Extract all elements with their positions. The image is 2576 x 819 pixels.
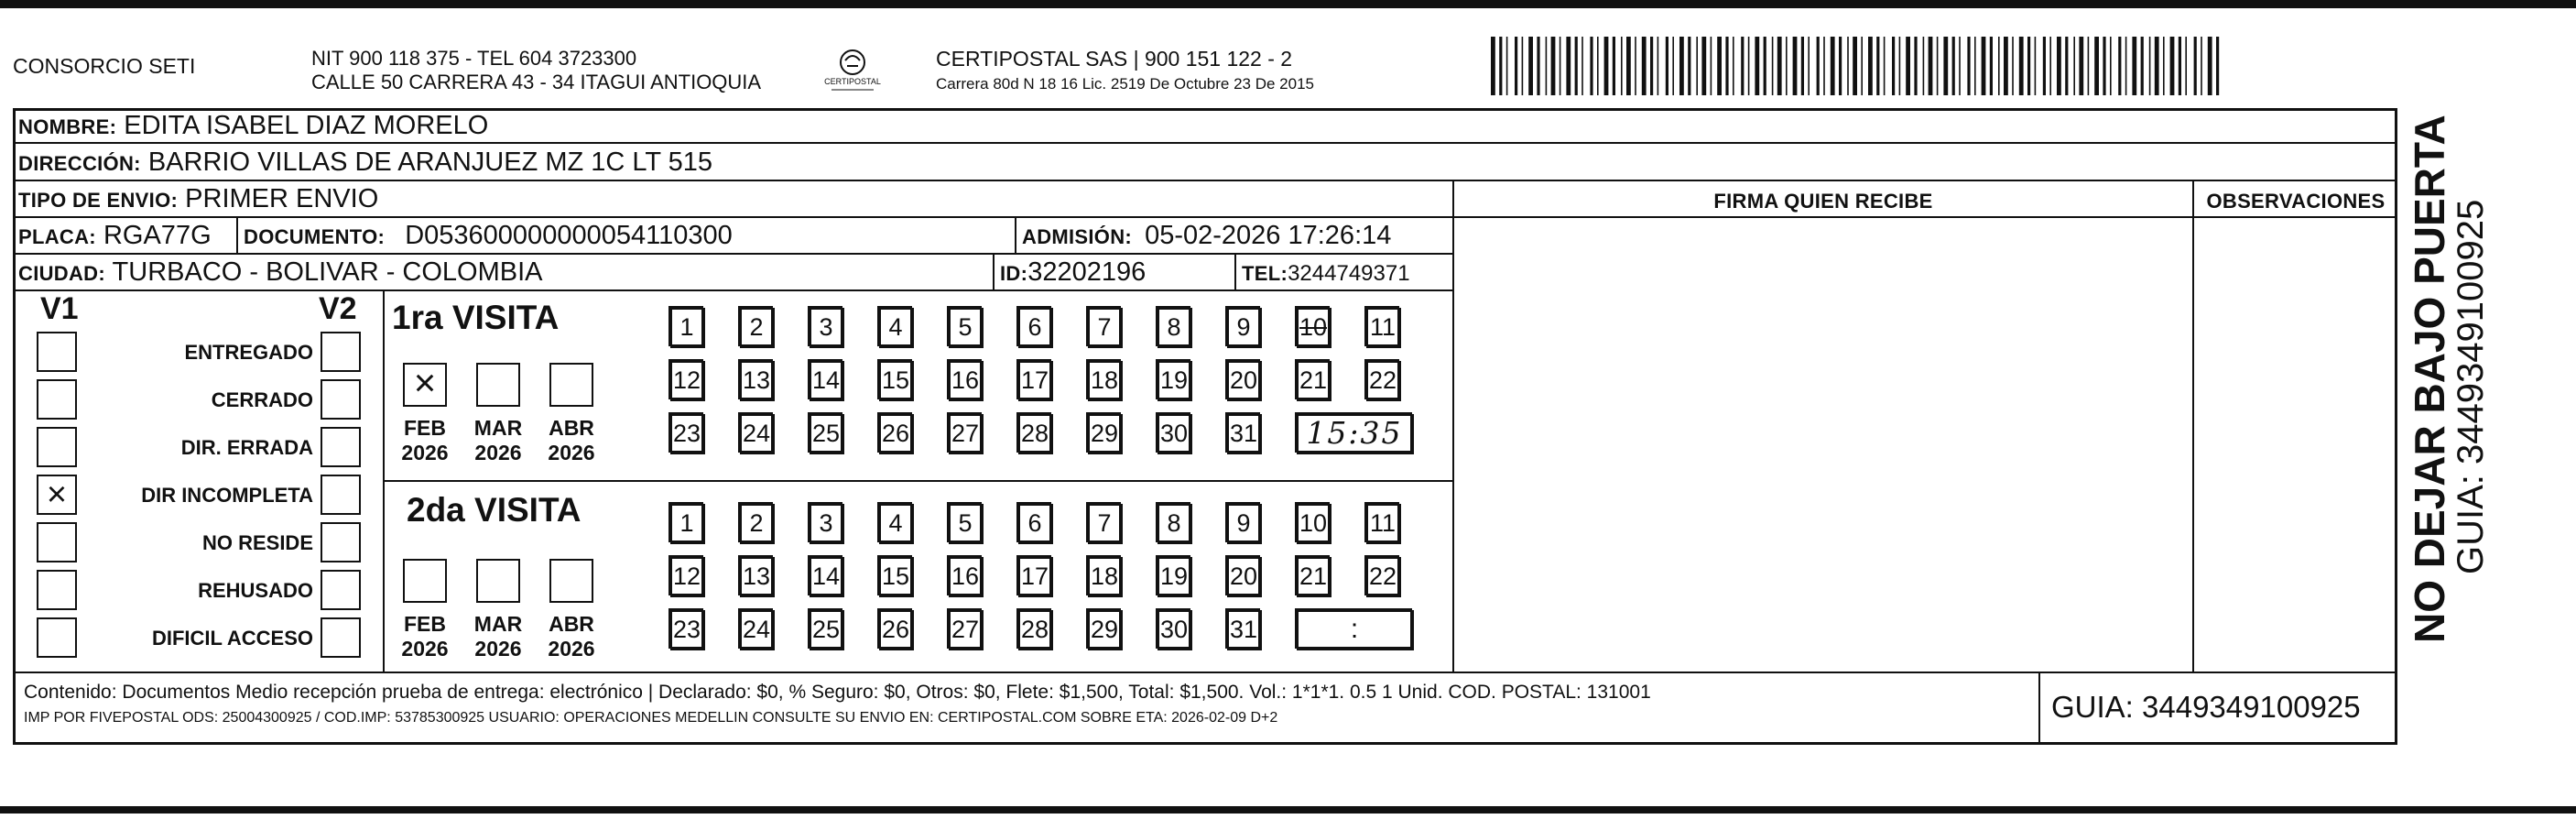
carrier-name: CERTIPOSTAL SAS | 900 151 122 - 2 [936, 47, 1293, 71]
v2-checkbox-6[interactable] [321, 570, 361, 610]
second-day-15[interactable]: 15 [877, 555, 912, 595]
status-reason-label: ENTREGADO [184, 341, 313, 364]
placa-label: PLACA: [18, 225, 96, 248]
first-day-24[interactable]: 24 [738, 412, 773, 453]
first-day-8[interactable]: 8 [1156, 306, 1190, 346]
v2-label: V2 [319, 291, 357, 326]
nit-tel: NIT 900 118 375 - TEL 604 3723300 [311, 47, 637, 70]
first-day-16[interactable]: 16 [947, 359, 982, 399]
month-label: MAR 2026 [473, 416, 523, 464]
row-divider [13, 180, 2397, 181]
second-day-18[interactable]: 18 [1086, 555, 1121, 595]
cell-divider [993, 253, 995, 289]
first-day-12[interactable]: 12 [668, 359, 703, 399]
status-reason-label: DIR INCOMPLETA [141, 484, 313, 507]
second-day-9[interactable]: 9 [1225, 502, 1260, 542]
month-label: MAR 2026 [473, 612, 523, 661]
second-day-20[interactable]: 20 [1225, 555, 1260, 595]
v2-checkbox-5[interactable] [321, 522, 361, 562]
certipostal-logo [815, 44, 890, 104]
status-reason-label: DIR. ERRADA [180, 436, 313, 459]
second-day-25[interactable]: 25 [808, 608, 842, 649]
company-address: CALLE 50 CARRERA 43 - 34 ITAGUI ANTIOQUIA [311, 71, 762, 93]
top-border [0, 0, 2576, 8]
first-day-18[interactable]: 18 [1086, 359, 1121, 399]
first-day-19[interactable]: 19 [1156, 359, 1190, 399]
second-day-14[interactable]: 14 [808, 555, 842, 595]
second-day-17[interactable]: 17 [1016, 555, 1051, 595]
seal-text: CERTIPOSTAL [824, 77, 881, 86]
second-day-7[interactable]: 7 [1086, 502, 1121, 542]
first-day-27[interactable]: 27 [947, 412, 982, 453]
first-day-1[interactable]: 1 [668, 306, 703, 346]
v1-check-mark: × [46, 475, 68, 514]
month-label: FEB 2026 [401, 612, 449, 661]
v1-checkbox-3[interactable] [37, 427, 77, 467]
second-month-box-abr[interactable] [549, 559, 593, 603]
ciudad-value: TURBACO - BOLIVAR - COLOMBIA [112, 257, 543, 287]
first-day-17[interactable]: 17 [1016, 359, 1051, 399]
second-month-box-mar[interactable] [476, 559, 520, 603]
bottom-border [0, 806, 2576, 814]
second-day-28[interactable]: 28 [1016, 608, 1051, 649]
second-day-31[interactable]: 31 [1225, 608, 1260, 649]
imp-line: IMP POR FIVEPOSTAL ODS: 25004300925 / COD.IMP: 53785300925 USUARIO: OPERACIONES MEDELLIN CONSULTE SU ENVIO EN: CERTIPOSTAL.COM SOBRE ETA: 2026-02-09 D+2 [24, 710, 1278, 726]
first-visit-title: 1ra VISITA [392, 299, 560, 336]
second-day-21[interactable]: 21 [1295, 555, 1330, 595]
footer-guia-divider [2038, 672, 2040, 745]
month-label: ABR 2026 [548, 416, 595, 464]
second-day-30[interactable]: 30 [1156, 608, 1190, 649]
observaciones-header: OBSERVACIONES [2206, 190, 2386, 213]
v1-checkbox-2[interactable] [37, 379, 77, 420]
status-reason-label: REHUSADO [198, 579, 313, 602]
second-day-13[interactable]: 13 [738, 555, 773, 595]
first-day-4[interactable]: 4 [877, 306, 912, 346]
carrier-license: Carrera 80d N 18 16 Lic. 2519 De Octubre 23 De 2015 [936, 75, 1314, 93]
tel-label: TEL: [1242, 262, 1288, 285]
first-day-30[interactable]: 30 [1156, 412, 1190, 453]
first-day-2[interactable]: 2 [738, 306, 773, 346]
cell-divider [236, 216, 238, 253]
second-day-29[interactable]: 29 [1086, 608, 1121, 649]
first-day-3[interactable]: 3 [808, 306, 842, 346]
documento-label: DOCUMENTO: [244, 225, 386, 248]
second-day-16[interactable]: 16 [947, 555, 982, 595]
v2-checkbox-1[interactable] [321, 332, 361, 372]
second-day-12[interactable]: 12 [668, 555, 703, 595]
id-label: ID: [1000, 262, 1028, 285]
first-day-26[interactable]: 26 [877, 412, 912, 453]
second-visit-time[interactable]: : [1295, 608, 1412, 649]
firma-header: FIRMA QUIEN RECIBE [1713, 190, 1933, 213]
placa-value: RGA77G [103, 221, 212, 250]
first-month-box-mar[interactable] [476, 363, 520, 407]
no-dejar-warning: NO DEJAR BAJO PUERTA [2406, 115, 2453, 643]
first-day-5[interactable]: 5 [947, 306, 982, 346]
first-day-25[interactable]: 25 [808, 412, 842, 453]
first-day-7[interactable]: 7 [1086, 306, 1121, 346]
first-day-6[interactable]: 6 [1016, 306, 1051, 346]
id-value: 32202196 [1027, 257, 1147, 287]
side-guia: GUIA: 3449349100925 [2451, 199, 2491, 574]
first-day-23[interactable]: 23 [668, 412, 703, 453]
shipment-type: PRIMER ENVIO [185, 184, 379, 213]
first-day-9[interactable]: 9 [1225, 306, 1260, 346]
company-name: CONSORCIO SETI [13, 54, 196, 78]
nombre-label: NOMBRE: [18, 115, 117, 138]
second-day-22[interactable]: 22 [1364, 555, 1399, 595]
recipient-address: BARRIO VILLAS DE ARANJUEZ MZ 1C LT 515 [147, 147, 713, 177]
recipient-name: EDITA ISABEL DIAZ MORELO [124, 111, 489, 140]
month-label: ABR 2026 [548, 612, 595, 661]
v1-label: V1 [40, 291, 79, 326]
v1-checkbox-7[interactable] [37, 617, 77, 658]
first-visit-time[interactable]: 15:35 [1295, 412, 1412, 453]
second-day-4[interactable]: 4 [877, 502, 912, 542]
first-day-10[interactable]: 10 [1295, 306, 1330, 346]
contenido-line: Contenido: Documentos Medio recepción prueba de entrega: electrónico | Declarado: $0, % Seguro: $0, Otros: $0, Flete: $1,500, Total: $1,500. Vol.: 1*1*1. 0.5 1 Unid. COD. POSTAL: 131001 [24, 682, 1651, 703]
status-reason-label: DIFICIL ACCESO [151, 627, 313, 650]
second-month-box-feb[interactable] [403, 559, 447, 603]
admision-label: ADMISIÓN: [1022, 225, 1133, 248]
second-visit-title: 2da VISITA [407, 491, 582, 529]
second-day-19[interactable]: 19 [1156, 555, 1190, 595]
first-day-29[interactable]: 29 [1086, 412, 1121, 453]
visits-row-divider [383, 480, 1452, 482]
second-day-3[interactable]: 3 [808, 502, 842, 542]
month-label: FEB 2026 [401, 416, 449, 464]
cell-divider [1015, 216, 1016, 253]
ciudad-label: CIUDAD: [18, 262, 105, 285]
second-day-11[interactable]: 11 [1364, 502, 1399, 542]
col-divider [1452, 180, 1454, 672]
v1-checkbox-6[interactable] [37, 570, 77, 610]
second-day-10[interactable]: 10 [1295, 502, 1330, 542]
v2-checkbox-2[interactable] [321, 379, 361, 420]
first-day-15[interactable]: 15 [877, 359, 912, 399]
second-day-26[interactable]: 26 [877, 608, 912, 649]
second-day-5[interactable]: 5 [947, 502, 982, 542]
first-day-11[interactable]: 11 [1364, 306, 1399, 346]
first-day-31[interactable]: 31 [1225, 412, 1260, 453]
tipo-label: TIPO DE ENVIO: [18, 189, 179, 212]
first-day-13[interactable]: 13 [738, 359, 773, 399]
second-day-1[interactable]: 1 [668, 502, 703, 542]
first-day-20[interactable]: 20 [1225, 359, 1260, 399]
tel-value: 3244749371 [1288, 261, 1410, 286]
v2-checkbox-4[interactable] [321, 475, 361, 515]
first-month-box-abr[interactable] [549, 363, 593, 407]
first-day-21[interactable]: 21 [1295, 359, 1330, 399]
admision-value: 05-02-2026 17:26:14 [1145, 221, 1392, 250]
barcode [1491, 37, 2222, 95]
documento-value: D053600000000054110300 [405, 221, 733, 250]
col-divider [2192, 180, 2194, 672]
first-day-14[interactable]: 14 [808, 359, 842, 399]
v1-checkbox-5[interactable] [37, 522, 77, 562]
status-reason-label: CERRADO [211, 388, 313, 411]
direccion-label: DIRECCIÓN: [18, 152, 141, 175]
row-divider [13, 253, 1452, 255]
footer-guia: GUIA: 3449349100925 [2051, 690, 2361, 724]
first-day-22[interactable]: 22 [1364, 359, 1399, 399]
v2-checkbox-3[interactable] [321, 427, 361, 467]
status-reason-label: NO RESIDE [201, 531, 313, 554]
second-day-6[interactable]: 6 [1016, 502, 1051, 542]
second-day-24[interactable]: 24 [738, 608, 773, 649]
second-day-8[interactable]: 8 [1156, 502, 1190, 542]
second-day-2[interactable]: 2 [738, 502, 773, 542]
month-check-mark: × [413, 361, 437, 404]
first-day-28[interactable]: 28 [1016, 412, 1051, 453]
second-day-27[interactable]: 27 [947, 608, 982, 649]
second-day-23[interactable]: 23 [668, 608, 703, 649]
cell-divider [1234, 253, 1236, 289]
v1-checkbox-1[interactable] [37, 332, 77, 372]
row-divider [13, 216, 1452, 218]
v2-checkbox-7[interactable] [321, 617, 361, 658]
row-divider [13, 289, 1452, 291]
